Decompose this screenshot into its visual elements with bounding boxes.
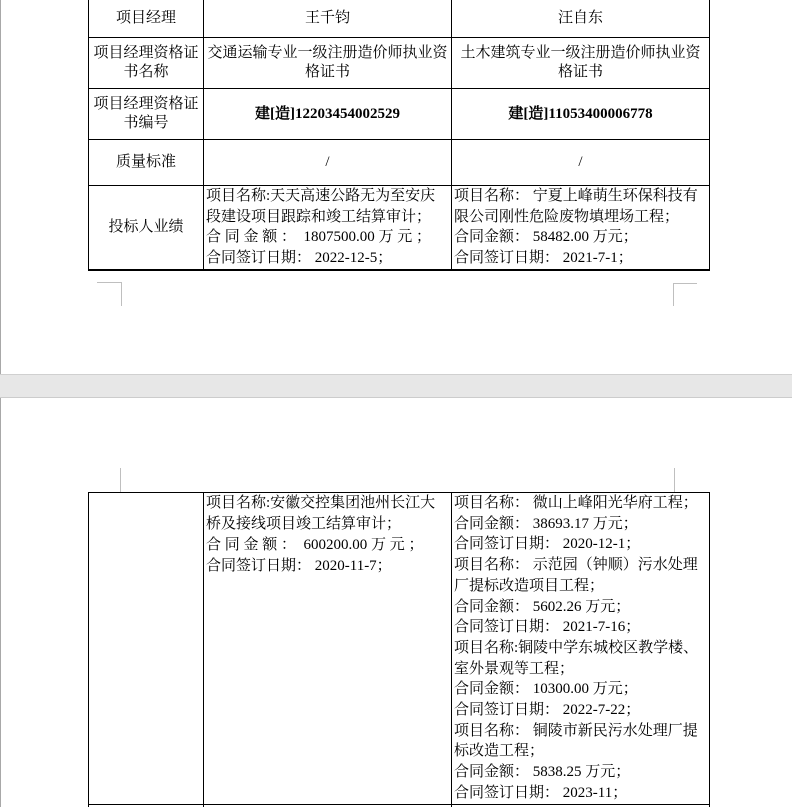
- margin-mark-top-right: [674, 468, 675, 492]
- text-line: 桥及接线项目竣工结算审计；: [206, 516, 402, 532]
- project-manager-name-1: 王千钧: [204, 0, 452, 38]
- margin-mark-bottom-right: [673, 283, 697, 306]
- text-line: 合 同 金 额 ： 1807500.00 万 元 ；: [206, 229, 432, 245]
- bid-performance-label: 投标人业绩: [89, 186, 204, 269]
- page-separator: [0, 374, 792, 398]
- cert-name-label: 项目经理资格证书名称: [89, 38, 204, 89]
- text-line: 合同签订日期： 2020-11-7；: [206, 558, 392, 574]
- margin-mark-top-left: [120, 468, 121, 492]
- text-line: 项目名称:安徽交控集团池州长江大: [206, 495, 436, 511]
- text-line: 合同签订日期： 2021-7-16；: [454, 619, 641, 636]
- text-line: 合同签订日期： 2020-12-1；: [454, 536, 641, 553]
- text-line: 合同金额： 5602.26 万元；: [454, 598, 631, 615]
- text-line: 厂提标改造项目工程；: [454, 577, 605, 594]
- text-line: 合同金额： 10300.00 万元；: [454, 681, 638, 698]
- text-line: 项目名称:天天高速公路无为至安庆: [206, 188, 436, 204]
- margin-mark-bottom-left: [97, 282, 122, 306]
- quality-standard-1: /: [204, 140, 452, 186]
- text-line: 室外景观等工程；: [454, 660, 575, 677]
- text-line: 合同签订日期： 2022-7-22；: [454, 702, 641, 719]
- cert-number-1: 建[造]12203454002529: [204, 89, 452, 140]
- text-line: 合同签订日期： 2023-11；: [454, 784, 628, 801]
- cert-number-label: 项目经理资格证书编号: [89, 89, 204, 140]
- bidder-table-page1: [88, 0, 710, 271]
- bid-performance-cont-1: [204, 493, 452, 805]
- text-line: 标改造工程；: [454, 743, 545, 760]
- bidder-table-page2-continuation: [88, 492, 710, 807]
- bid-performance-cont-empty: [89, 493, 204, 805]
- text-line: 合 同 金 额 ： 600200.00 万 元 ；: [206, 537, 424, 553]
- project-manager-label: 项目经理: [89, 0, 204, 38]
- text-line: 项目名称:铜陵中学东城校区教学楼、: [454, 639, 699, 656]
- project-manager-name-2: 汪自东: [452, 0, 710, 38]
- cert-name-2: 土木建筑专业一级注册造价师执业资格证书: [452, 38, 710, 89]
- text-line: 合同金额： 38693.17 万元；: [454, 515, 638, 532]
- text-line: 合同金额： 58482.00 万元；: [454, 229, 638, 245]
- text-line: 合同签订日期： 2021-7-1；: [454, 249, 633, 266]
- quality-standard-label: 质量标准: [89, 140, 204, 186]
- text-line: 项目名称： 示范园（钟顺）污水处理: [454, 557, 698, 574]
- text-line: 项目名称： 铜陵市新民污水处理厂提: [454, 722, 698, 739]
- cert-number-2: 建[造]11053400006778: [452, 89, 710, 140]
- text-line: 限公司刚性危险废物填埋场工程；: [454, 208, 680, 225]
- text-line: 合同签订日期： 2022-12-5；: [206, 249, 393, 266]
- text-line: 合同金额： 5838.25 万元；: [454, 764, 631, 781]
- bid-performance-2: [452, 186, 710, 269]
- text-line: 项目名称： 微山上峰阳光华府工程；: [454, 495, 698, 511]
- bid-performance-1: [204, 186, 452, 269]
- text-line: 项目名称： 宁夏上峰萌生环保科技有: [454, 188, 698, 204]
- text-line: 段建设项目跟踪和竣工结算审计；: [206, 208, 432, 225]
- bid-performance-cont-2: [452, 493, 710, 805]
- quality-standard-2: /: [452, 140, 710, 186]
- cert-name-1: 交通运输专业一级注册造价师执业资格证书: [204, 38, 452, 89]
